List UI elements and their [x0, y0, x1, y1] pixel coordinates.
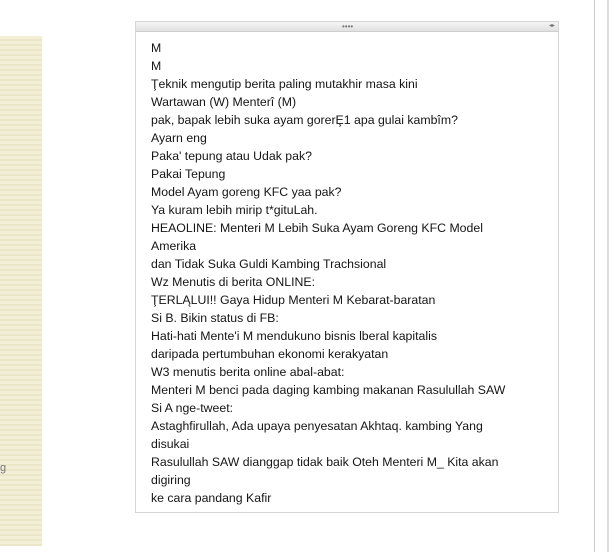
text-line: Ya kuram lebih mirip t*gituLah. — [151, 203, 318, 217]
text-line: Astaghfirullah, Ada upaya penyesatan Akhtaq. kambing Yang — [151, 419, 483, 433]
text-line: Rasulullah SAW dianggap tidak baik Oteh Menteri M_ Kita akan — [151, 455, 499, 469]
text-line: dan Tidak Suka Guldi Kambing Trachsional — [151, 257, 387, 271]
text-line: Pakai Tepung — [151, 167, 226, 181]
text-panel — [135, 21, 559, 513]
text-line: Amerika — [151, 239, 197, 253]
left-pane-background — [0, 36, 42, 546]
text-line: Si B. Bikin status di FB: — [151, 311, 279, 325]
text-line: ŢERLĄLUI!! Gaya Hidup Menteri M Kebarat-baratan — [151, 293, 436, 307]
text-line: daripada pertumbuhan ekonomi kerakyatan — [151, 347, 389, 361]
drag-grip-icon[interactable]: •••• — [342, 22, 354, 31]
scroll-arrows-icon[interactable]: ◂▸ — [548, 23, 555, 29]
text-line: HEAOLINE: Menteri M Lebih Suka Ayam Goreng KFC Model — [151, 221, 483, 235]
text-line: Ayarn eng — [151, 131, 207, 145]
text-line: digiring — [151, 473, 191, 487]
text-line: Hati-hati Mente'i M mendukuno bisnis lberal kapitalis — [151, 329, 437, 343]
text-line: Si A nge-tweet: — [151, 401, 234, 415]
panel-header-bar[interactable] — [136, 22, 558, 32]
text-line: Wartawan (W) Menterî (M) — [151, 95, 297, 109]
text-line: Paka' tepung atau Udak pak? — [151, 149, 312, 163]
text-line: Wz Menutis di berita ONLINE: — [151, 275, 316, 289]
window-edge-scrollbar[interactable] — [607, 0, 609, 552]
text-line: Ţeknik mengutip berita paling mutakhir masa kini — [151, 77, 418, 91]
text-line: M — [151, 41, 162, 55]
text-line: W3 menutis berita online abal-abat: — [151, 365, 345, 379]
text-line: disukai — [151, 437, 190, 451]
text-line: Model Ayam goreng KFC yaa pak? — [151, 185, 342, 199]
text-line: pak, bapak lebih suka ayam gorerȨ1 apa gulai kambîm? — [151, 113, 458, 127]
panel-text-lines — [151, 39, 550, 507]
text-line: M — [151, 59, 162, 73]
left-pane-partial-text: g — [0, 462, 7, 474]
text-line: Menteri M benci pada daging kambing makanan Rasulullah SAW — [151, 383, 506, 397]
window-edge-divider — [594, 0, 595, 552]
text-line: ke cara pandang Kafir — [151, 491, 272, 505]
